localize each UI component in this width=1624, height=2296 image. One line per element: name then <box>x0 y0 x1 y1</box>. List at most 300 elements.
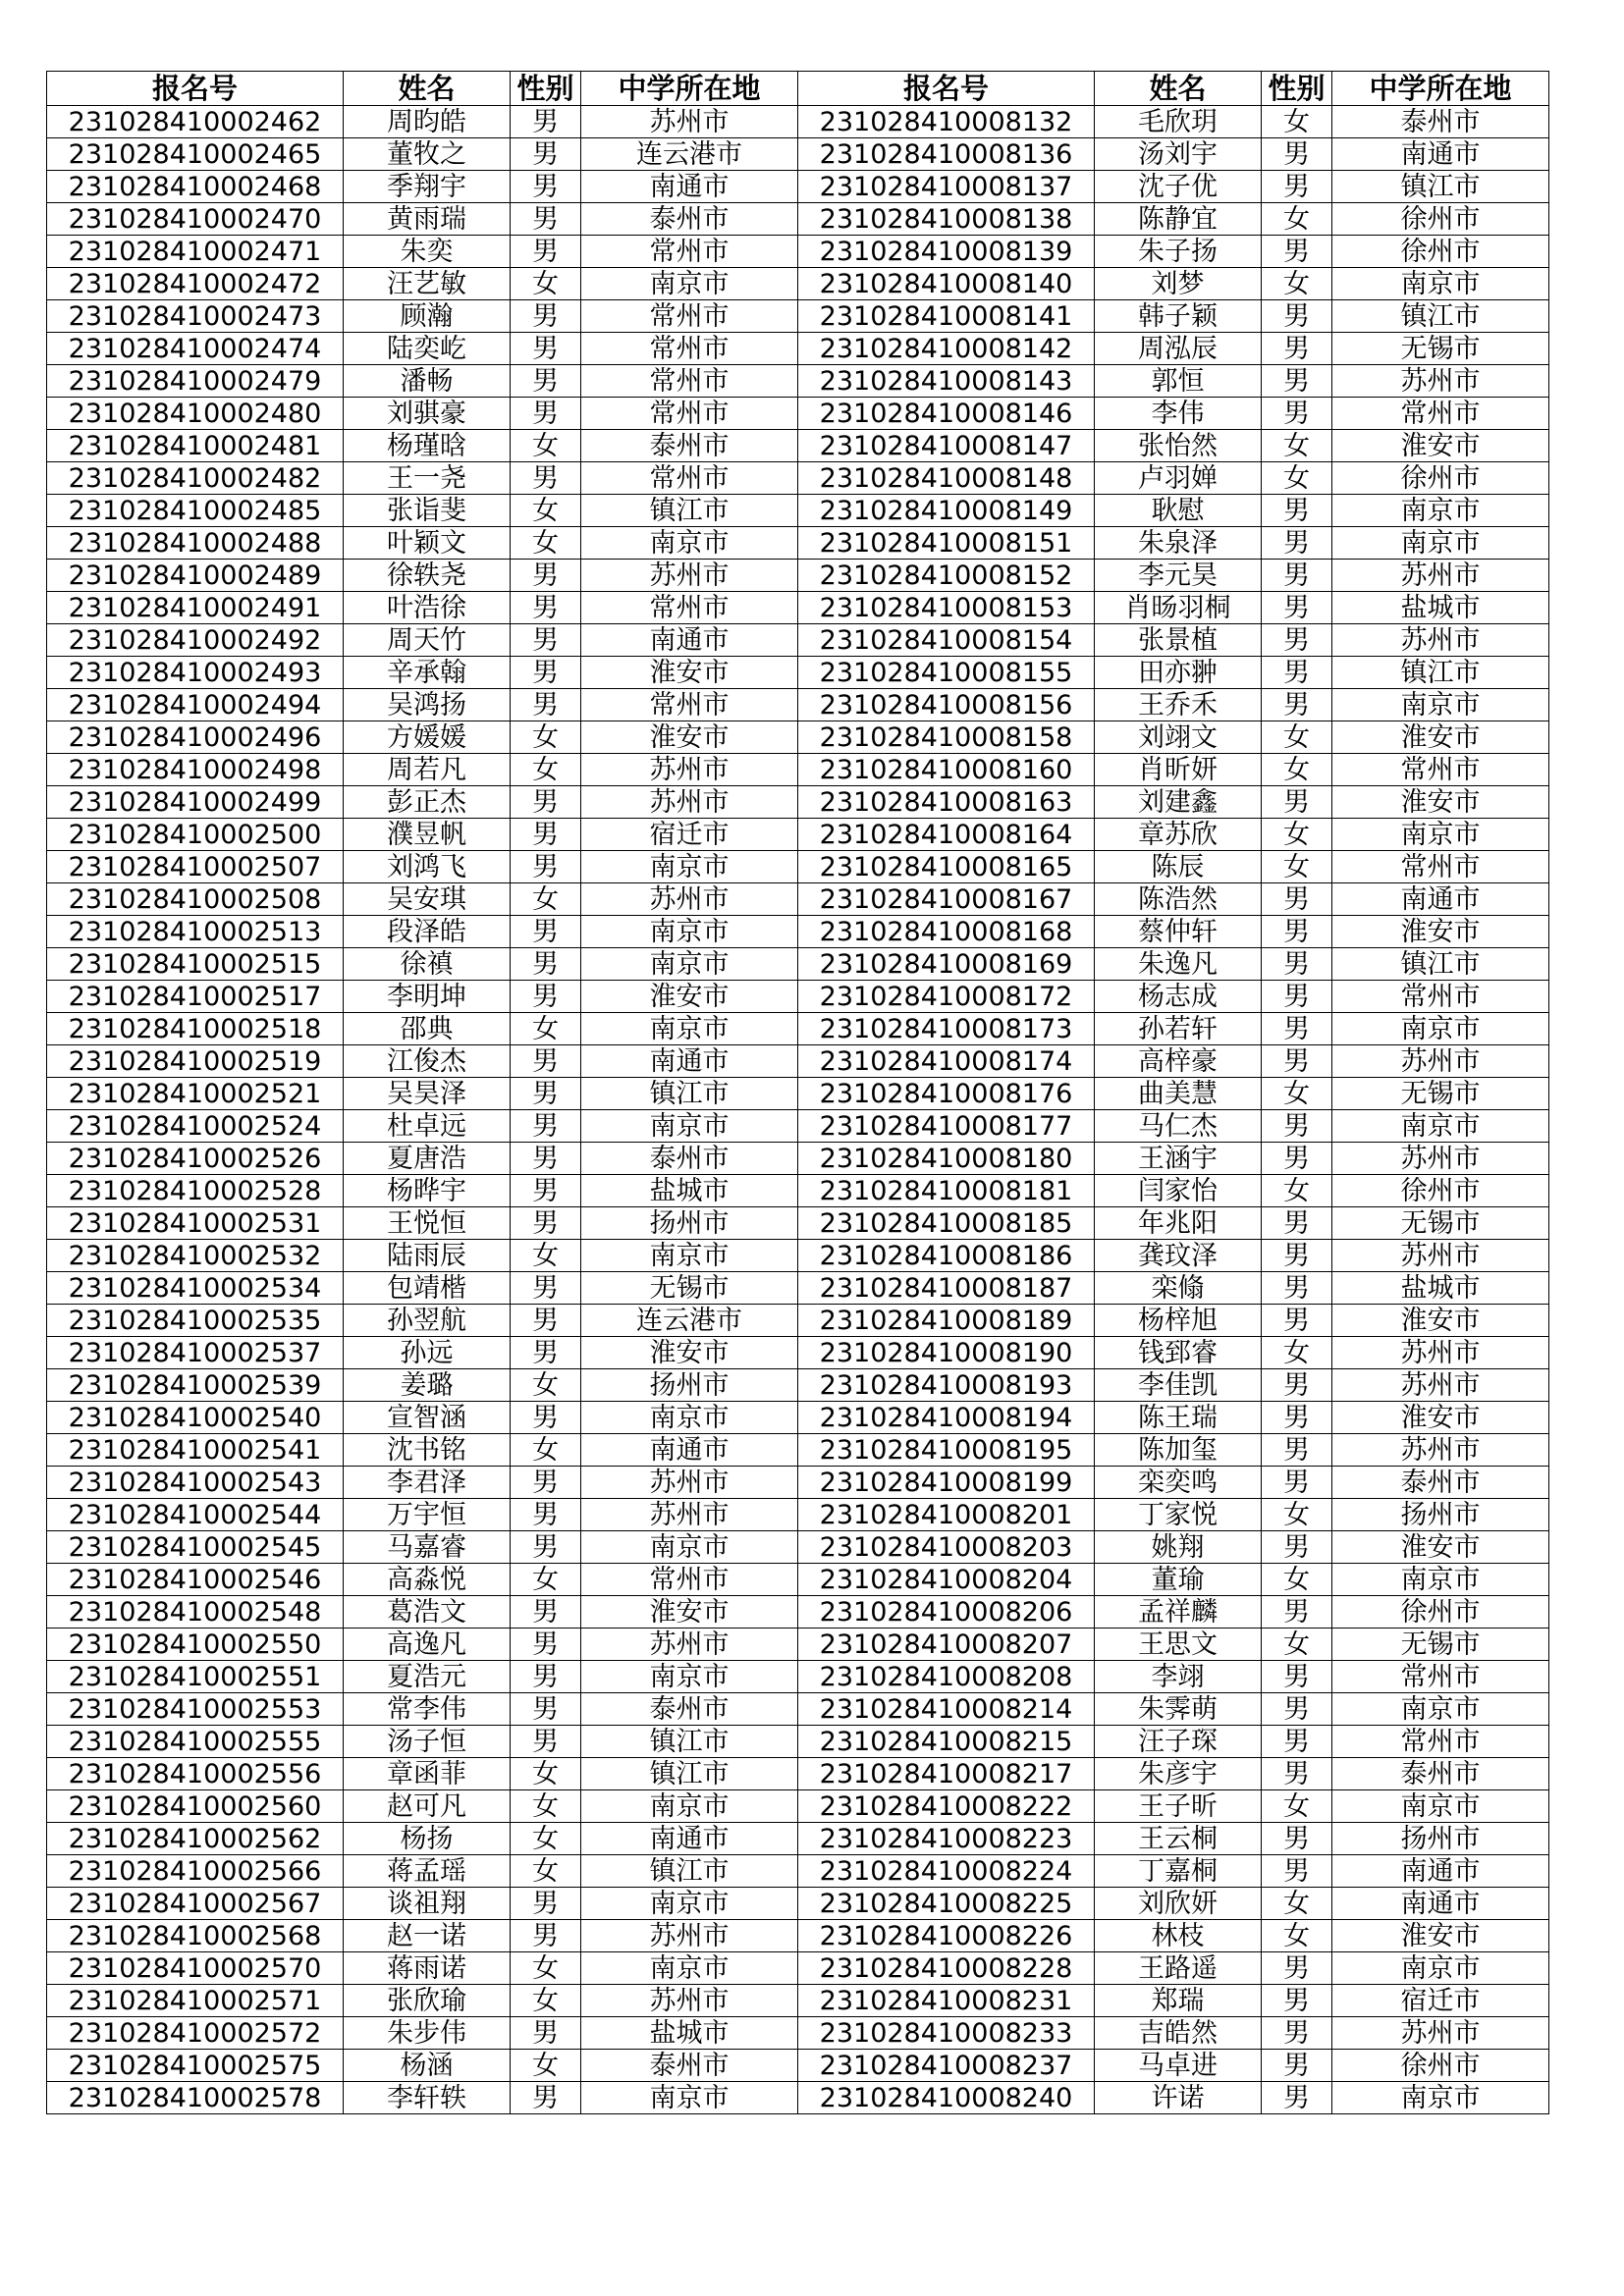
registration-number-cell: 231028410008193 <box>798 1369 1095 1402</box>
school-city-cell: 南京市 <box>581 851 798 883</box>
gender-cell: 男 <box>1262 138 1332 171</box>
name-cell: 季翔宇 <box>344 171 511 203</box>
gender-cell: 男 <box>511 138 581 171</box>
registration-number-cell: 231028410008147 <box>798 430 1095 462</box>
gender-cell: 女 <box>1262 721 1332 754</box>
gender-cell: 女 <box>1262 1499 1332 1531</box>
gender-cell: 男 <box>1262 689 1332 721</box>
name-cell: 吴昊泽 <box>344 1078 511 1110</box>
gender-cell: 女 <box>1262 1564 1332 1596</box>
table-row <box>47 1013 1549 1045</box>
gender-cell: 男 <box>1262 236 1332 268</box>
school-city-cell: 淮安市 <box>581 1337 798 1369</box>
school-city-cell: 常州市 <box>581 398 798 430</box>
school-city-cell: 扬州市 <box>1332 1823 1549 1855</box>
table-row <box>47 1402 1549 1434</box>
school-city-cell: 扬州市 <box>581 1207 798 1240</box>
name-cell: 顾瀚 <box>344 300 511 333</box>
school-city-cell: 淮安市 <box>1332 430 1549 462</box>
school-city-cell: 南京市 <box>581 1531 798 1564</box>
table-row <box>47 365 1549 398</box>
school-city-cell: 南通市 <box>581 1823 798 1855</box>
registration-number-cell: 231028410002556 <box>47 1758 344 1790</box>
gender-cell: 男 <box>511 1272 581 1305</box>
name-cell: 肖旸羽桐 <box>1095 592 1262 624</box>
gender-cell: 男 <box>511 365 581 398</box>
registration-number-cell: 231028410008137 <box>798 171 1095 203</box>
name-cell: 辛承翰 <box>344 657 511 689</box>
name-cell: 刘欣妍 <box>1095 1888 1262 1920</box>
table-row <box>47 2082 1549 2114</box>
gender-cell: 女 <box>511 1952 581 1985</box>
school-city-cell: 苏州市 <box>1332 1240 1549 1272</box>
registration-number-cell: 231028410002496 <box>47 721 344 754</box>
name-cell: 孙翌航 <box>344 1305 511 1337</box>
name-cell: 杨梓旭 <box>1095 1305 1262 1337</box>
gender-cell: 男 <box>511 948 581 981</box>
table-row <box>47 236 1549 268</box>
gender-cell: 男 <box>511 1175 581 1207</box>
school-city-cell: 南京市 <box>1332 495 1549 527</box>
registration-number-cell: 231028410008185 <box>798 1207 1095 1240</box>
registration-number-cell: 231028410008224 <box>798 1855 1095 1888</box>
school-city-cell: 淮安市 <box>1332 1402 1549 1434</box>
name-cell: 宣智涵 <box>344 1402 511 1434</box>
school-city-cell: 镇江市 <box>581 1855 798 1888</box>
gender-cell: 男 <box>511 1661 581 1693</box>
gender-cell: 男 <box>1262 624 1332 657</box>
registration-number-cell: 231028410002482 <box>47 462 344 495</box>
school-city-cell: 南京市 <box>581 1013 798 1045</box>
gender-cell: 男 <box>1262 1110 1332 1143</box>
school-city-cell: 徐州市 <box>1332 203 1549 236</box>
gender-cell: 男 <box>511 398 581 430</box>
table-row <box>47 592 1549 624</box>
gender-cell: 男 <box>511 786 581 819</box>
gender-cell: 男 <box>1262 1143 1332 1175</box>
name-cell: 万宇恒 <box>344 1499 511 1531</box>
name-cell: 杜卓远 <box>344 1110 511 1143</box>
name-cell: 夏浩元 <box>344 1661 511 1693</box>
gender-cell: 男 <box>1262 300 1332 333</box>
gender-cell: 男 <box>1262 1305 1332 1337</box>
school-city-cell: 常州市 <box>581 333 798 365</box>
table-row <box>47 1272 1549 1305</box>
school-city-cell: 镇江市 <box>581 1726 798 1758</box>
school-city-cell: 南京市 <box>581 1110 798 1143</box>
school-city-cell: 南京市 <box>581 1888 798 1920</box>
name-cell: 汪子琛 <box>1095 1726 1262 1758</box>
school-city-cell: 连云港市 <box>581 1305 798 1337</box>
school-city-cell: 泰州市 <box>581 430 798 462</box>
name-cell: 彭正杰 <box>344 786 511 819</box>
name-cell: 邵典 <box>344 1013 511 1045</box>
school-city-cell: 泰州市 <box>581 203 798 236</box>
table-row <box>47 1564 1549 1596</box>
table-row <box>47 1434 1549 1467</box>
school-city-cell: 镇江市 <box>1332 948 1549 981</box>
name-cell: 肖昕妍 <box>1095 754 1262 786</box>
registration-number-cell: 231028410008140 <box>798 268 1095 300</box>
school-city-cell: 宿迁市 <box>1332 1985 1549 2017</box>
school-city-cell: 苏州市 <box>1332 1434 1549 1467</box>
school-city-cell: 泰州市 <box>1332 1758 1549 1790</box>
name-cell: 刘骐豪 <box>344 398 511 430</box>
name-cell: 姜璐 <box>344 1369 511 1402</box>
table-row <box>47 1337 1549 1369</box>
gender-cell: 男 <box>1262 1693 1332 1726</box>
gender-cell: 女 <box>1262 430 1332 462</box>
gender-cell: 男 <box>1262 365 1332 398</box>
gender-cell: 男 <box>511 819 581 851</box>
registration-number-cell: 231028410002562 <box>47 1823 344 1855</box>
name-cell: 包靖楷 <box>344 1272 511 1305</box>
gender-cell: 男 <box>511 592 581 624</box>
registration-number-cell: 231028410008173 <box>798 1013 1095 1045</box>
school-city-cell: 南通市 <box>1332 1855 1549 1888</box>
name-cell: 吴安琪 <box>344 883 511 916</box>
name-cell: 濮昱帆 <box>344 819 511 851</box>
school-city-cell: 南京市 <box>1332 1110 1549 1143</box>
gender-cell: 女 <box>511 1790 581 1823</box>
school-city-cell: 盐城市 <box>581 1175 798 1207</box>
school-city-cell: 徐州市 <box>1332 236 1549 268</box>
gender-cell: 女 <box>511 1855 581 1888</box>
table-row <box>47 1920 1549 1952</box>
table-row <box>47 754 1549 786</box>
gender-cell: 男 <box>511 2017 581 2050</box>
registration-number-cell: 231028410008228 <box>798 1952 1095 1985</box>
gender-cell: 男 <box>511 1596 581 1629</box>
table-row <box>47 203 1549 236</box>
school-city-cell: 淮安市 <box>1332 1531 1549 1564</box>
gender-cell: 女 <box>1262 106 1332 138</box>
registration-table-page <box>46 71 1548 2226</box>
registration-number-cell: 231028410002473 <box>47 300 344 333</box>
gender-cell: 男 <box>511 1531 581 1564</box>
name-cell: 蒋雨诺 <box>344 1952 511 1985</box>
registration-number-cell: 231028410008141 <box>798 300 1095 333</box>
registration-number-cell: 231028410002491 <box>47 592 344 624</box>
gender-cell: 男 <box>1262 981 1332 1013</box>
gender-cell: 男 <box>1262 1596 1332 1629</box>
school-city-cell: 常州市 <box>1332 981 1549 1013</box>
gender-cell: 女 <box>511 1013 581 1045</box>
school-city-cell: 南京市 <box>581 1952 798 1985</box>
gender-cell: 女 <box>511 1240 581 1272</box>
school-city-cell: 淮安市 <box>581 981 798 1013</box>
name-cell: 龚玟泽 <box>1095 1240 1262 1272</box>
name-cell: 李君泽 <box>344 1467 511 1499</box>
name-cell: 刘鸿飞 <box>344 851 511 883</box>
gender-cell: 女 <box>1262 851 1332 883</box>
gender-cell: 男 <box>1262 883 1332 916</box>
name-cell: 朱彦宇 <box>1095 1758 1262 1790</box>
registration-number-cell: 231028410002578 <box>47 2082 344 2114</box>
school-city-cell: 镇江市 <box>581 495 798 527</box>
school-city-cell: 南京市 <box>581 527 798 560</box>
school-city-cell: 常州市 <box>581 592 798 624</box>
table-row <box>47 1855 1549 1888</box>
registration-number-cell: 231028410002521 <box>47 1078 344 1110</box>
school-city-cell: 南京市 <box>581 2082 798 2114</box>
name-cell: 杨瑾晗 <box>344 430 511 462</box>
name-cell: 李元昊 <box>1095 560 1262 592</box>
school-city-cell: 淮安市 <box>581 1596 798 1629</box>
gender-cell: 男 <box>1262 592 1332 624</box>
gender-cell: 男 <box>1262 786 1332 819</box>
name-cell: 丁嘉桐 <box>1095 1855 1262 1888</box>
school-city-cell: 南通市 <box>581 624 798 657</box>
gender-cell: 男 <box>1262 1661 1332 1693</box>
name-cell: 陆奕屹 <box>344 333 511 365</box>
registration-number-cell: 231028410002575 <box>47 2050 344 2082</box>
gender-cell: 男 <box>1262 916 1332 948</box>
registration-number-cell: 231028410008206 <box>798 1596 1095 1629</box>
table-row <box>47 430 1549 462</box>
registration-number-cell: 231028410008160 <box>798 754 1095 786</box>
school-city-cell: 南京市 <box>1332 1693 1549 1726</box>
registration-number-cell: 231028410002553 <box>47 1693 344 1726</box>
name-cell: 高淼悦 <box>344 1564 511 1596</box>
gender-cell: 男 <box>511 1305 581 1337</box>
gender-cell: 男 <box>1262 560 1332 592</box>
gender-cell: 男 <box>511 689 581 721</box>
gender-cell: 男 <box>1262 1758 1332 1790</box>
name-cell: 曲美慧 <box>1095 1078 1262 1110</box>
header-gender-right: 性别 <box>1262 72 1332 106</box>
table-row <box>47 106 1549 138</box>
school-city-cell: 无锡市 <box>1332 1078 1549 1110</box>
name-cell: 周泓辰 <box>1095 333 1262 365</box>
registration-number-cell: 231028410008167 <box>798 883 1095 916</box>
name-cell: 郭恒 <box>1095 365 1262 398</box>
name-cell: 张诣斐 <box>344 495 511 527</box>
gender-cell: 男 <box>1262 1823 1332 1855</box>
registration-number-cell: 231028410008149 <box>798 495 1095 527</box>
table-row <box>47 2017 1549 2050</box>
school-city-cell: 常州市 <box>581 689 798 721</box>
name-cell: 栾奕鸣 <box>1095 1467 1262 1499</box>
table-row <box>47 1726 1549 1758</box>
name-cell: 高梓豪 <box>1095 1045 1262 1078</box>
registration-number-cell: 231028410002481 <box>47 430 344 462</box>
registration-number-cell: 231028410002507 <box>47 851 344 883</box>
registration-number-cell: 231028410008189 <box>798 1305 1095 1337</box>
gender-cell: 女 <box>511 1985 581 2017</box>
name-cell: 谈祖翔 <box>344 1888 511 1920</box>
gender-cell: 男 <box>511 1629 581 1661</box>
name-cell: 马仁杰 <box>1095 1110 1262 1143</box>
gender-cell: 女 <box>1262 1629 1332 1661</box>
registration-number-cell: 231028410002566 <box>47 1855 344 1888</box>
school-city-cell: 南通市 <box>581 1045 798 1078</box>
school-city-cell: 镇江市 <box>1332 300 1549 333</box>
registration-number-cell: 231028410002500 <box>47 819 344 851</box>
gender-cell: 男 <box>1262 1207 1332 1240</box>
gender-cell: 男 <box>1262 657 1332 689</box>
name-cell: 马卓进 <box>1095 2050 1262 2082</box>
school-city-cell: 苏州市 <box>1332 2017 1549 2050</box>
gender-cell: 女 <box>511 268 581 300</box>
name-cell: 陈加玺 <box>1095 1434 1262 1467</box>
name-cell: 杨涵 <box>344 2050 511 2082</box>
name-cell: 张景植 <box>1095 624 1262 657</box>
registration-number-cell: 231028410008181 <box>798 1175 1095 1207</box>
name-cell: 丁家悦 <box>1095 1499 1262 1531</box>
table-row <box>47 1596 1549 1629</box>
school-city-cell: 连云港市 <box>581 138 798 171</box>
registration-number-cell: 231028410008156 <box>798 689 1095 721</box>
name-cell: 郑瑞 <box>1095 1985 1262 2017</box>
table-row <box>47 1175 1549 1207</box>
registration-number-cell: 231028410002493 <box>47 657 344 689</box>
gender-cell: 女 <box>511 1758 581 1790</box>
school-city-cell: 扬州市 <box>1332 1499 1549 1531</box>
registration-number-cell: 231028410002544 <box>47 1499 344 1531</box>
school-city-cell: 苏州市 <box>581 106 798 138</box>
gender-cell: 男 <box>1262 171 1332 203</box>
registration-number-cell: 231028410008207 <box>798 1629 1095 1661</box>
name-cell: 汤子恒 <box>344 1726 511 1758</box>
registration-number-cell: 231028410008148 <box>798 462 1095 495</box>
registration-number-cell: 231028410002572 <box>47 2017 344 2050</box>
table-row <box>47 981 1549 1013</box>
school-city-cell: 盐城市 <box>1332 1272 1549 1305</box>
name-cell: 孙远 <box>344 1337 511 1369</box>
name-cell: 汤刘宇 <box>1095 138 1262 171</box>
name-cell: 田亦翀 <box>1095 657 1262 689</box>
registration-number-cell: 231028410002546 <box>47 1564 344 1596</box>
registration-number-cell: 231028410002518 <box>47 1013 344 1045</box>
school-city-cell: 苏州市 <box>581 1920 798 1952</box>
table-row <box>47 1531 1549 1564</box>
school-city-cell: 常州市 <box>1332 1661 1549 1693</box>
header-school-city-right: 中学所在地 <box>1332 72 1549 106</box>
table-row <box>47 300 1549 333</box>
school-city-cell: 泰州市 <box>1332 1467 1549 1499</box>
registration-number-cell: 231028410008222 <box>798 1790 1095 1823</box>
name-cell: 耿慰 <box>1095 495 1262 527</box>
registration-number-cell: 231028410002545 <box>47 1531 344 1564</box>
gender-cell: 男 <box>511 1337 581 1369</box>
name-cell: 李佳凯 <box>1095 1369 1262 1402</box>
table-row <box>47 2050 1549 2082</box>
school-city-cell: 镇江市 <box>581 1758 798 1790</box>
header-gender-left: 性别 <box>511 72 581 106</box>
name-cell: 王路遥 <box>1095 1952 1262 1985</box>
registration-number-cell: 231028410008153 <box>798 592 1095 624</box>
name-cell: 常李伟 <box>344 1693 511 1726</box>
gender-cell: 男 <box>1262 1013 1332 1045</box>
school-city-cell: 南京市 <box>1332 268 1549 300</box>
registration-number-cell: 231028410008203 <box>798 1531 1095 1564</box>
school-city-cell: 常州市 <box>581 236 798 268</box>
school-city-cell: 苏州市 <box>1332 1337 1549 1369</box>
gender-cell: 男 <box>511 462 581 495</box>
registration-number-cell: 231028410002526 <box>47 1143 344 1175</box>
school-city-cell: 南京市 <box>581 1402 798 1434</box>
gender-cell: 男 <box>1262 1045 1332 1078</box>
name-cell: 张欣瑜 <box>344 1985 511 2017</box>
registration-number-cell: 231028410002560 <box>47 1790 344 1823</box>
school-city-cell: 苏州市 <box>1332 1045 1549 1078</box>
name-cell: 李明坤 <box>344 981 511 1013</box>
table-row <box>47 851 1549 883</box>
gender-cell: 女 <box>511 527 581 560</box>
school-city-cell: 泰州市 <box>581 2050 798 2082</box>
name-cell: 卢羽婵 <box>1095 462 1262 495</box>
name-cell: 汪艺敏 <box>344 268 511 300</box>
registration-number-cell: 231028410008180 <box>798 1143 1095 1175</box>
registration-number-cell: 231028410008158 <box>798 721 1095 754</box>
gender-cell: 男 <box>1262 1531 1332 1564</box>
school-city-cell: 盐城市 <box>1332 592 1549 624</box>
gender-cell: 男 <box>511 1045 581 1078</box>
registration-number-cell: 231028410002474 <box>47 333 344 365</box>
registration-number-cell: 231028410008233 <box>798 2017 1095 2050</box>
gender-cell: 男 <box>1262 2017 1332 2050</box>
gender-cell: 男 <box>1262 1726 1332 1758</box>
registration-number-cell: 231028410002498 <box>47 754 344 786</box>
registration-number-cell: 231028410002508 <box>47 883 344 916</box>
registration-number-cell: 231028410002479 <box>47 365 344 398</box>
table-row <box>47 138 1549 171</box>
registration-number-cell: 231028410002548 <box>47 1596 344 1629</box>
registration-number-cell: 231028410008237 <box>798 2050 1095 2082</box>
school-city-cell: 苏州市 <box>1332 1143 1549 1175</box>
gender-cell: 男 <box>511 1726 581 1758</box>
name-cell: 栾翛 <box>1095 1272 1262 1305</box>
school-city-cell: 苏州市 <box>1332 560 1549 592</box>
registration-number-cell: 231028410002541 <box>47 1434 344 1467</box>
registration-number-cell: 231028410002517 <box>47 981 344 1013</box>
registration-number-cell: 231028410002537 <box>47 1337 344 1369</box>
school-city-cell: 常州市 <box>1332 851 1549 883</box>
registration-number-cell: 231028410002468 <box>47 171 344 203</box>
registration-number-cell: 231028410002513 <box>47 916 344 948</box>
name-cell: 王云桐 <box>1095 1823 1262 1855</box>
school-city-cell: 淮安市 <box>581 721 798 754</box>
name-cell: 葛浩文 <box>344 1596 511 1629</box>
registration-number-cell: 231028410008146 <box>798 398 1095 430</box>
school-city-cell: 常州市 <box>581 462 798 495</box>
registration-number-cell: 231028410008139 <box>798 236 1095 268</box>
name-cell: 闫家怡 <box>1095 1175 1262 1207</box>
name-cell: 蔡仲轩 <box>1095 916 1262 948</box>
school-city-cell: 南京市 <box>1332 689 1549 721</box>
gender-cell: 男 <box>511 1402 581 1434</box>
school-city-cell: 南京市 <box>1332 1013 1549 1045</box>
school-city-cell: 南通市 <box>1332 1888 1549 1920</box>
registration-number-cell: 231028410002531 <box>47 1207 344 1240</box>
registration-number-cell: 231028410008194 <box>798 1402 1095 1434</box>
name-cell: 陈辰 <box>1095 851 1262 883</box>
table-row <box>47 657 1549 689</box>
name-cell: 方媛媛 <box>344 721 511 754</box>
name-cell: 朱奕 <box>344 236 511 268</box>
gender-cell: 女 <box>1262 1337 1332 1369</box>
name-cell: 吉皓然 <box>1095 2017 1262 2050</box>
name-cell: 朱泉泽 <box>1095 527 1262 560</box>
name-cell: 夏唐浩 <box>344 1143 511 1175</box>
name-cell: 徐轶尧 <box>344 560 511 592</box>
name-cell: 杨晔宇 <box>344 1175 511 1207</box>
registration-number-cell: 231028410008138 <box>798 203 1095 236</box>
gender-cell: 女 <box>1262 1920 1332 1952</box>
registration-number-cell: 231028410002489 <box>47 560 344 592</box>
header-school-city-left: 中学所在地 <box>581 72 798 106</box>
